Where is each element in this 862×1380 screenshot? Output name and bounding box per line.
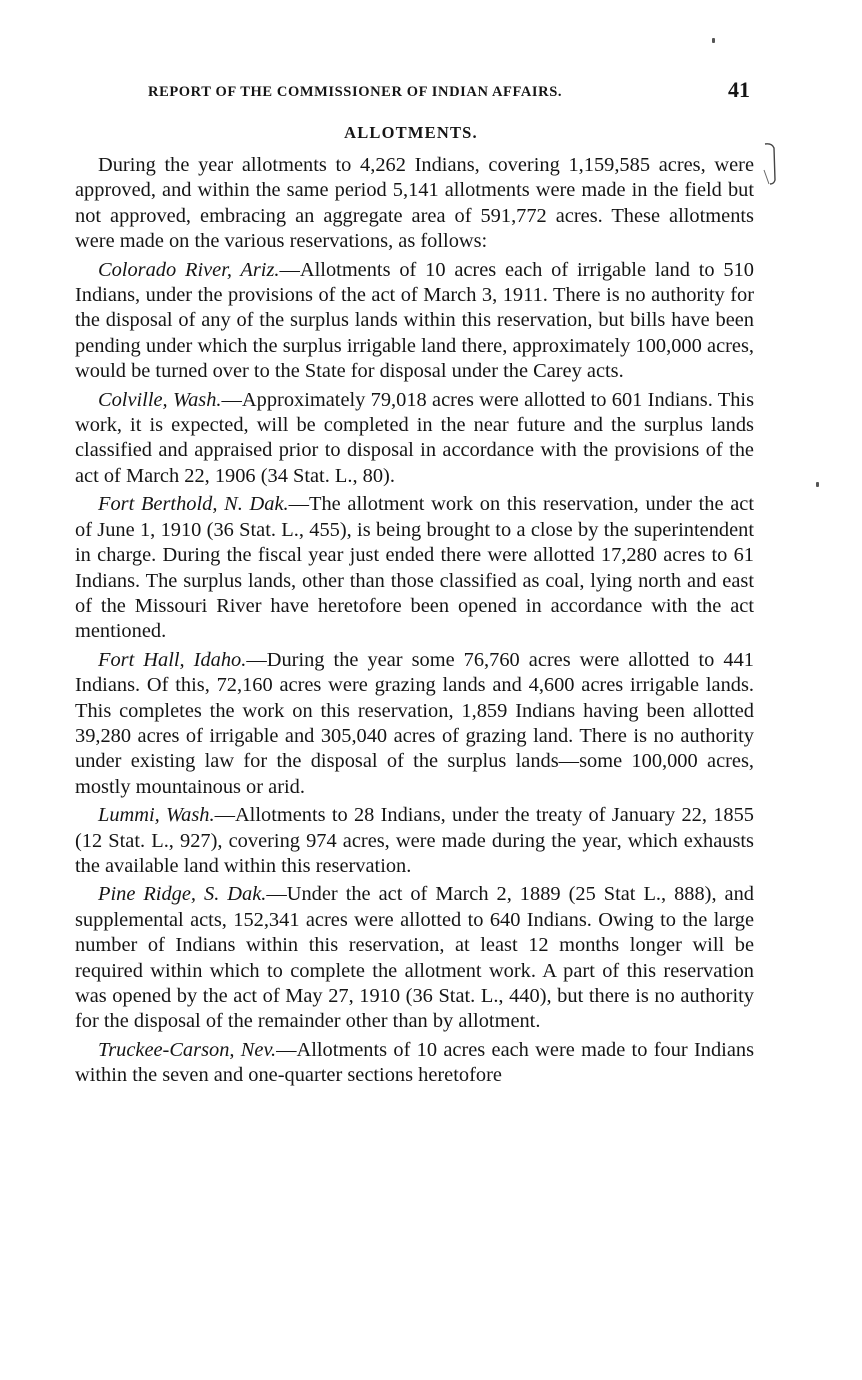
paragraph-intro — [75, 153, 754, 255]
paragraph-text: —During the year some 76,760 acres were allotted to 441 Indians. Of this, 72,160 acres were grazing lands and 4,600 acres irrigable lands. This completes the work on this reservation, 1,859 Indians having been allotted 39,280 acres of irrigable and 305,040 acres of grazing land. There is no authority under existing law for the disposal of the surplus lands—some 100,000 acres, mostly mountainous or arid. — [75, 648, 754, 798]
reservation-name: Lummi, Wash. — [98, 804, 215, 827]
reservation-name: Fort Hall, Idaho. — [98, 648, 247, 671]
page-header — [148, 78, 752, 106]
body-text — [75, 153, 754, 1092]
scan-speck — [816, 482, 819, 487]
reservation-name: Fort Berthold, N. Dak. — [98, 493, 289, 516]
paragraph-pine-ridge — [75, 882, 754, 1034]
paragraph-truckee-carson — [75, 1038, 754, 1089]
page-number: 41 — [728, 77, 750, 102]
paragraph-text: —Under the act of March 2, 1889 (25 Stat L., 888), and supplemental acts, 152,341 acres were allotted to 640 Indians. Owing to the large number of Indians within this reservation, at least 12 months longer will be required within which to complete the allotment work. A part of this reservation was opened by the act of May 27, 1910 (36 Stat. L., 440), but there is no authority for the disposal of the remainder other than by allotment. — [75, 883, 754, 1033]
paragraph-text: —Allotments of 10 acres each of irrigable land to 510 Indians, under the provisions of the act of March 3, 1911. There is no authority for the disposal of any of the surplus lands within this reservation, but bills have been pending under which the surplus irrigable land there, approximately 100,000 acres, would be turned over to the State for disposal under the Carey acts. — [75, 258, 754, 383]
paragraph-text: —The allotment work on this reservation, under the act of June 1, 1910 (36 Stat. L., 455), is being brought to a close by the superintendent in charge. During the fiscal year just ended there were allotted 17,280 acres to 61 Indians. The surplus lands, other than those classified as coal, lying north and east of the Missouri River have heretofore been opened in accordance with the act mentioned. — [75, 493, 754, 643]
paragraph-colorado-river — [75, 258, 754, 385]
paragraph-text: —Allotments of 10 acres each were made to four Indians within the seven and one-quarter sections heretofore — [75, 1038, 755, 1087]
paragraph-colville — [75, 388, 754, 490]
running-head: REPORT OF THE COMMISSIONER OF INDIAN AFFAIRS. — [148, 84, 563, 100]
margin-bracket-mark — [760, 140, 784, 188]
paragraph-fort-berthold — [75, 492, 754, 644]
section-title: ALLOTMENTS. — [344, 123, 478, 142]
paragraph-fort-hall — [75, 648, 754, 800]
paragraph-lummi — [75, 803, 754, 879]
paragraph-text: During the year allotments to 4,262 Indians, covering 1,159,585 acres, were approved, and within the same period 5,141 allotments were made in the field but not approved, embracing an aggregate area of 591,772 acres. These allotments were made on the various reservations, as follows: — [75, 154, 754, 253]
paragraph-text: —Approximately 79,018 acres were allotted to 601 Indians. This work, it is expected, will be completed in the near future and the surplus lands classified and appraised prior to disposal in accordance with the provisions of the act of March 22, 1906 (34 Stat. L., 80). — [75, 388, 755, 487]
paragraph-text: —Allotments to 28 Indians, under the treaty of January 22, 1855 (12 Stat. L., 927), covering 974 acres, were made during the year, which exhausts the available land within this reservation. — [75, 804, 754, 877]
reservation-name: Pine Ridge, S. Dak. — [98, 883, 267, 906]
scan-speck — [712, 38, 715, 43]
reservation-name: Colville, Wash. — [98, 388, 222, 411]
reservation-name: Colorado River, Ariz. — [98, 258, 280, 281]
reservation-name: Truckee-Carson, Nev. — [98, 1038, 277, 1061]
